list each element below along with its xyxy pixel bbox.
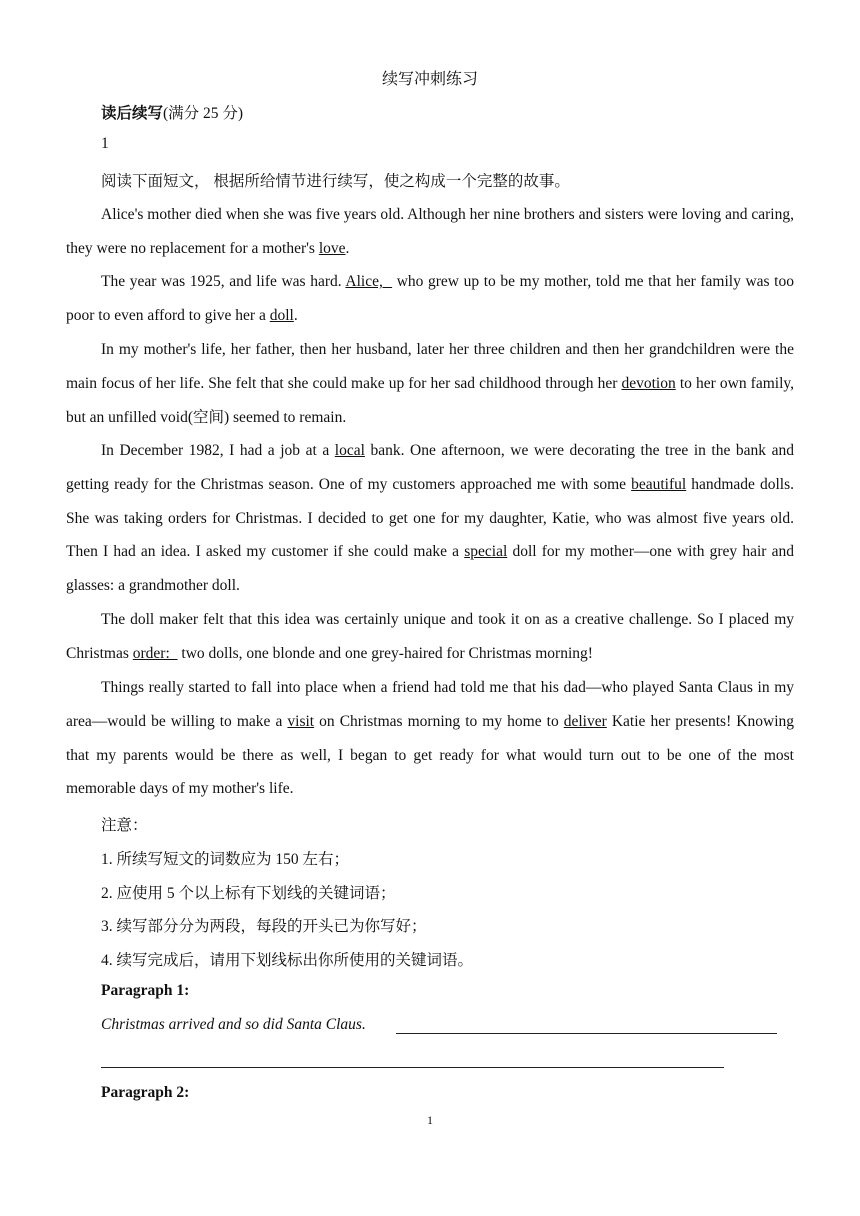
passage-paragraph-1 <box>66 198 794 266</box>
text: The year was 1925, and life was hard. <box>101 273 346 290</box>
passage-paragraph-3 <box>66 333 794 434</box>
question-number: 1 <box>101 135 109 152</box>
notes-heading: 注意： <box>101 817 148 834</box>
keyword: special <box>464 543 508 561</box>
text: . <box>345 239 350 257</box>
paragraph1-label: Paragraph 1: <box>101 982 190 999</box>
text: doll for my mother—one with grey hair and glasses: a grandmother doll. <box>66 543 794 595</box>
text: Alice's mother died when she was five years old. Although her nine brothers and sisters were loving and caring, they were no replacement for a mother's <box>66 206 794 257</box>
section-heading <box>101 101 243 123</box>
text: In my mother's life, her father, then her husband, later her three children and then her grandchildren were the main focus of her life. She felt that she could make up for her sad childhood through her <box>66 341 794 392</box>
keyword: deliver <box>563 712 607 730</box>
keyword: doll <box>269 306 294 324</box>
note-item: 2. 应使用 5 个以上标有下划线的关键词语； <box>101 885 396 902</box>
text: on Christmas morning to my home to <box>314 712 564 730</box>
note-item: 3. 续写部分分为两段，每段的开头已为你写好； <box>101 918 427 935</box>
keyword: Alice, <box>345 273 393 290</box>
text: Katie her presents! Knowing that my parents would be there as well, I began to get ready for what would turn out to be one of the most memorable days of my mother's life. <box>66 712 794 798</box>
text: handmade dolls. She was taking orders for Christmas. I decided to get one for my daughter, Katie, who was almost five years old. Then I had an idea. I asked my customer if she could make a <box>66 475 794 561</box>
text: In December 1982, I had a job at a <box>101 442 335 459</box>
text: to her own family, but an unfilled void(空间) seemed to remain. <box>66 374 794 426</box>
section-heading-score: (满分 25 分) <box>163 105 244 122</box>
page-title: 续写冲刺练习 <box>381 71 478 88</box>
keyword: love <box>318 239 346 257</box>
text: bank. One afternoon, we were decorating the tree in the bank and getting ready for the Christmas season. One of my customers approached me with some <box>66 442 794 493</box>
text: who grew up to be my mother, told me that her family was too poor to even afford to give her a <box>66 273 794 324</box>
paragraph2-label: Paragraph 2: <box>101 1084 190 1101</box>
text: The doll maker felt that this idea was certainly unique and took it on as a creative challenge. So I placed my Christmas <box>66 611 794 662</box>
answer-blank-line[interactable] <box>101 1067 724 1068</box>
passage-paragraph-2 <box>66 265 794 333</box>
keyword: devotion <box>621 374 676 392</box>
note-item: 1. 所续写短文的词数应为 150 左右； <box>101 851 350 868</box>
keyword: local <box>334 442 365 459</box>
note-item: 4. 续写完成后，请用下划线标出你所使用的关键词语。 <box>101 952 474 969</box>
passage-paragraph-4 <box>66 434 794 603</box>
text: Things really started to fall into place when a friend had told me that his dad—who played Santa Claus in my area—would be willing to make a <box>66 679 794 730</box>
answer-blank-line[interactable] <box>396 1033 777 1034</box>
paragraph1-starter: Christmas arrived and so did Santa Claus. <box>101 1016 366 1033</box>
text: two dolls, one blonde and one grey-haired for Christmas morning! <box>177 644 593 662</box>
page-number: 1 <box>427 1113 433 1127</box>
text: . <box>293 306 298 324</box>
keyword: visit <box>287 712 315 730</box>
keyword: beautiful <box>631 475 687 493</box>
passage-paragraph-5 <box>66 603 794 671</box>
section-heading-bold: 读后续写 <box>101 105 164 122</box>
passage-paragraph-6 <box>66 671 794 806</box>
keyword: order: <box>132 644 178 662</box>
instruction: 阅读下面短文， 根据所给情节进行续写，使之构成一个完整的故事。 <box>101 173 570 190</box>
